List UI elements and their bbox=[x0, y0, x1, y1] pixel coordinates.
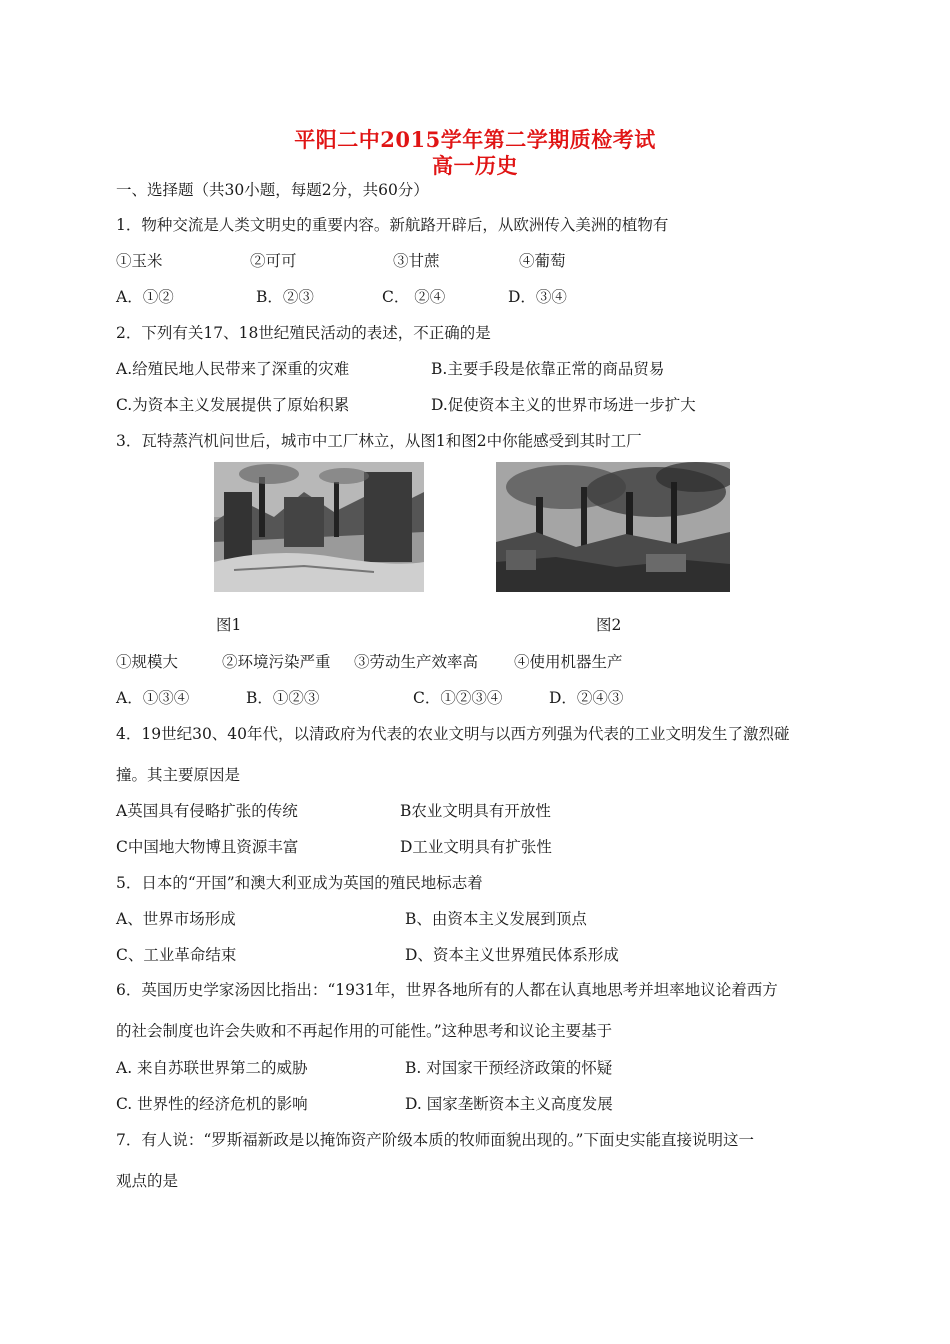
q2-option-b: B.主要手段是依靠正常的商品贸易 bbox=[431, 360, 665, 378]
q3-option-d: D．②④③ bbox=[549, 689, 624, 707]
q4-option-a: A英国具有侵略扩张的传统 bbox=[116, 802, 298, 820]
q2-option-c: C.为资本主义发展提供了原始积累 bbox=[116, 396, 350, 414]
q3-option-b: B．①②③ bbox=[246, 689, 320, 707]
q7-stem-cont: 观点的是 bbox=[116, 1172, 179, 1190]
section-heading: 一、选择题（共30小题，每题2分，共60分） bbox=[116, 181, 429, 199]
q1-stem: 1．物种交流是人类文明史的重要内容。新航路开辟后，从欧洲传入美洲的植物有 bbox=[116, 216, 669, 234]
q3-item: ④使用机器生产 bbox=[514, 653, 623, 671]
q1-item: ③甘蔗 bbox=[393, 252, 440, 270]
q4-stem-cont: 撞。其主要原因是 bbox=[116, 766, 241, 784]
q3-option-c: C．①②③④ bbox=[413, 689, 503, 707]
q1-option-d: D．③④ bbox=[508, 288, 567, 306]
q6-option-b: B. 对国家干预经济政策的怀疑 bbox=[405, 1059, 613, 1077]
q5-option-b: B、由资本主义发展到顶点 bbox=[405, 910, 587, 928]
q1-option-b: B．②③ bbox=[256, 288, 314, 306]
q2-stem: 2．下列有关17、18世纪殖民活动的表述，不正确的是 bbox=[116, 324, 491, 342]
q3-item: ③劳动生产效率高 bbox=[354, 653, 479, 671]
q5-option-d: D、资本主义世界殖民体系形成 bbox=[405, 946, 619, 964]
q5-option-c: C、工业革命结束 bbox=[116, 946, 237, 964]
exam-title: 平阳二中2015学年第二学期质检考试 bbox=[294, 127, 656, 152]
q6-option-a: A. 来自苏联世界第二的威胁 bbox=[116, 1059, 308, 1077]
q3-option-a: A．①③④ bbox=[116, 689, 190, 707]
q3-item: ①规模大 bbox=[116, 653, 179, 671]
q1-item: ②可可 bbox=[250, 252, 297, 270]
q4-option-b: B农业文明具有开放性 bbox=[400, 802, 551, 820]
exam-subject: 高一历史 bbox=[432, 153, 518, 178]
q3-item: ②环境污染严重 bbox=[222, 653, 331, 671]
q1-option-a: A．①② bbox=[116, 288, 174, 306]
q6-option-c: C. 世界性的经济危机的影响 bbox=[116, 1095, 308, 1113]
figure-1-image bbox=[214, 462, 424, 592]
q5-stem: 5．日本的“开国”和澳大利亚成为英国的殖民地标志着 bbox=[116, 874, 483, 892]
q1-item: ①玉米 bbox=[116, 252, 163, 270]
q4-stem: 4．19世纪30、40年代，以清政府为代表的农业文明与以西方列强为代表的工业文明发生了激烈碰 bbox=[116, 725, 790, 743]
q1-item: ④葡萄 bbox=[519, 252, 566, 270]
q4-option-d: D工业文明具有扩张性 bbox=[400, 838, 552, 856]
q2-option-d: D.促使资本主义的世界市场进一步扩大 bbox=[431, 396, 696, 414]
figure-2-image bbox=[496, 462, 730, 592]
q6-option-d: D. 国家垄断资本主义高度发展 bbox=[405, 1095, 613, 1113]
q6-stem-cont: 的社会制度也许会失败和不再起作用的可能性。”这种思考和议论主要基于 bbox=[116, 1022, 613, 1040]
q7-stem: 7．有人说：“罗斯福新政是以掩饰资产阶级本质的牧师面貌出现的。”下面史实能直接说明这一 bbox=[116, 1131, 754, 1149]
figure-1-caption: 图1 bbox=[216, 616, 242, 634]
q6-stem: 6．英国历史学家汤因比指出：“1931年，世界各地所有的人都在认真地思考并坦率地议论着西方 bbox=[116, 981, 778, 999]
q2-option-a: A.给殖民地人民带来了深重的灾难 bbox=[116, 360, 350, 378]
figure-2-caption: 图2 bbox=[596, 616, 622, 634]
q5-option-a: A、世界市场形成 bbox=[116, 910, 236, 928]
q3-stem: 3．瓦特蒸汽机问世后，城市中工厂林立，从图1和图2中你能感受到其时工厂 bbox=[116, 432, 642, 450]
q4-option-c: C中国地大物博且资源丰富 bbox=[116, 838, 299, 856]
q1-option-c: C． ②④ bbox=[382, 288, 446, 306]
